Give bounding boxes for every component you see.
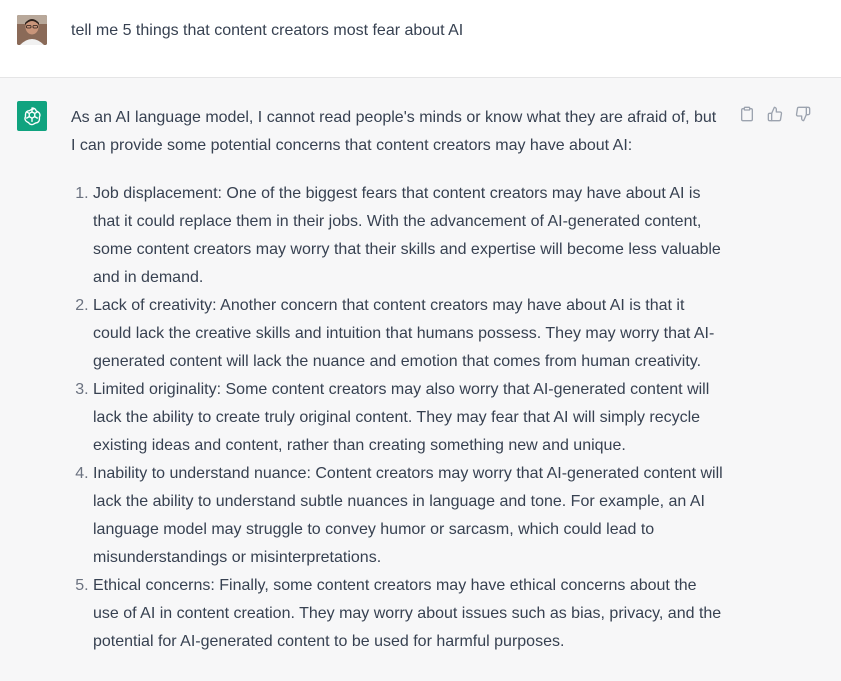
thumbs-down-button[interactable] [793, 104, 813, 124]
thumbs-up-icon [767, 106, 783, 122]
user-avatar [17, 15, 47, 45]
list-item: 1. Job displacement: One of the biggest fears that content creators may have about AI is that it could replace them in their jobs. With the advancement of AI-generated content, some content creators may worry that their skills and expertise will become less valuable and in demand. [93, 180, 723, 292]
list-item: 5. Ethical concerns: Finally, some content creators may have ethical concerns about the use of AI in content creation. They may worry about issues such as bias, privacy, and the potential for AI-generated content to be used for harmful purposes. [93, 572, 723, 656]
assistant-avatar [17, 101, 47, 131]
list-item: 4. Inability to understand nuance: Content creators may worry that AI-generated content will lack the ability to understand subtle nuances in language and tone. For example, an AI language model may struggle to convey humor or sarcasm, which could lead to misunderstandings or misinterpretations. [93, 460, 723, 572]
thumbs-up-button[interactable] [765, 104, 785, 124]
message-actions [737, 104, 813, 124]
concerns-list [71, 180, 723, 656]
answer-intro: As an AI language model, I cannot read people's minds or know what they are afraid of, but I can provide some potential concerns that content creators may have about AI: [71, 109, 717, 154]
openai-logo-icon [21, 105, 43, 127]
list-item: 2. Lack of creativity: Another concern that content creators may have about AI is that it could lack the creative skills and intuition that humans possess. They may worry that AI-generated content will lack the nuance and emotion that comes from human creativity. [93, 292, 723, 376]
copy-button[interactable] [737, 104, 757, 124]
user-message-text: tell me 5 things that content creators most fear about AI [71, 22, 464, 39]
thumbs-down-icon [795, 106, 811, 122]
user-avatar-photo [17, 15, 47, 45]
user-message-row [0, 0, 841, 78]
assistant-message-row [0, 78, 841, 681]
clipboard-icon [739, 106, 755, 122]
list-item: 3. Limited originality: Some content creators may also worry that AI-generated content will lack the ability to create truly original content. They may fear that AI will simply recycle existing ideas and content, rather than creating something new and unique. [93, 376, 723, 460]
assistant-answer [71, 104, 723, 656]
